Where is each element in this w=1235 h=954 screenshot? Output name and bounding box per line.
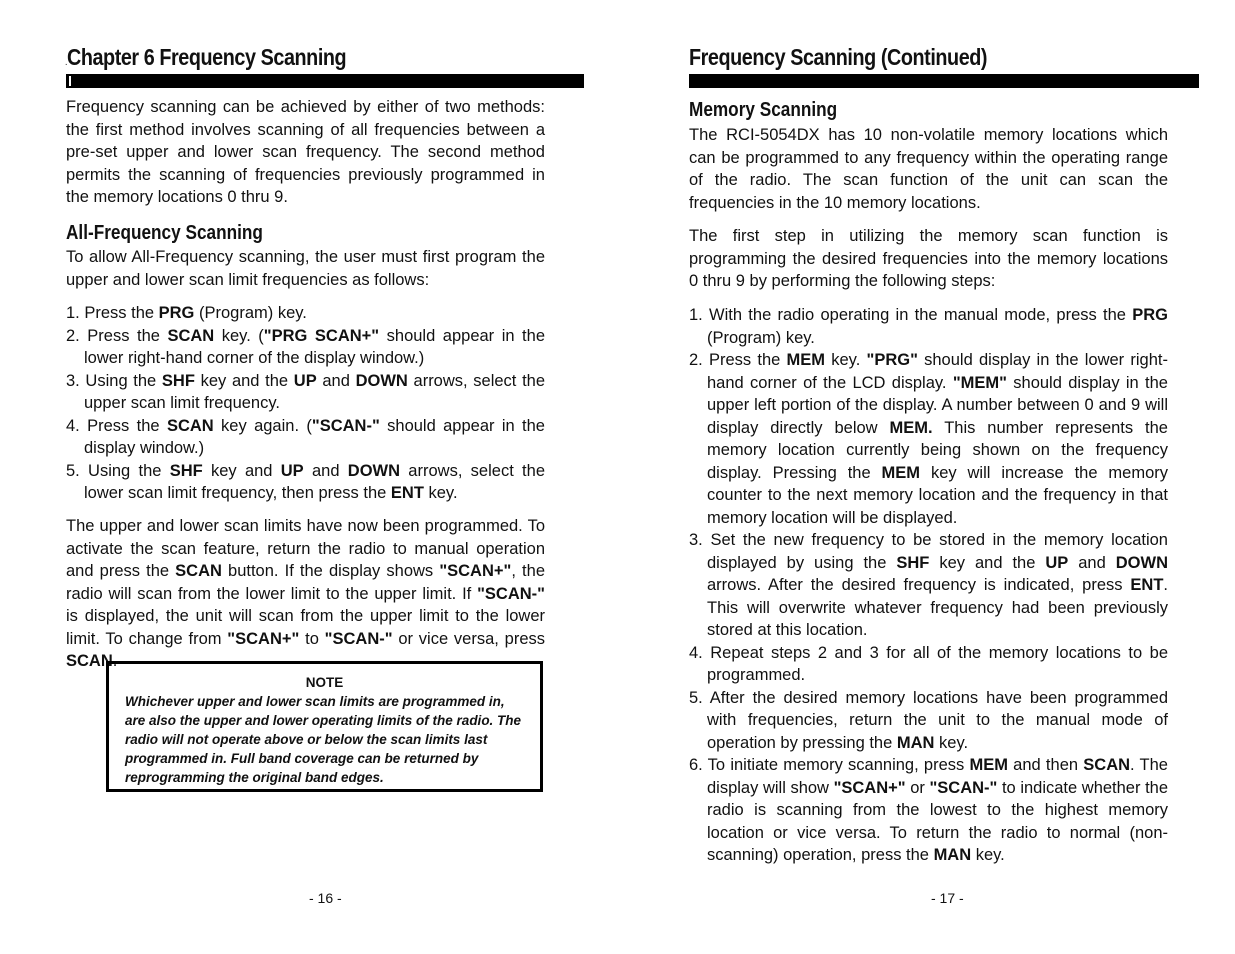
key-label: "MEM" bbox=[952, 373, 1007, 392]
chapter-title-prefix: . bbox=[65, 57, 67, 68]
key-label: SHF bbox=[896, 553, 930, 572]
key-label: SCAN bbox=[167, 326, 215, 345]
scan-limits-paragraph: The upper and lower scan limits have now been programmed. To activate the scan feature, return the radio to manual operation and press the SCAN button. If the display shows "SCAN+", the radio will scan from the lower limit to the upper limit. If "SCAN-" is displayed, the unit will scan from the upper limit to the lower limit. To change from "SCAN+" to "SCAN-" or vice versa, press SCAN. bbox=[66, 517, 545, 670]
key-label: "SCAN+" bbox=[227, 629, 300, 648]
key-label: PRG bbox=[158, 304, 195, 322]
step-item: 4. Repeat steps 2 and 3 for all of the memory locations to be programmed. bbox=[689, 643, 1168, 684]
step-item: 2. Press the SCAN key. ("PRG SCAN+" should appear in the lower right-hand corner of the display window.) bbox=[66, 326, 545, 367]
memory-scanning-heading: Memory Scanning bbox=[689, 99, 838, 121]
all-frequency-steps bbox=[66, 302, 545, 505]
chapter-title-text: Chapter 6 Frequency Scanning bbox=[66, 44, 347, 70]
key-label: SCAN bbox=[166, 416, 214, 435]
step-item: 1. Press the PRG (Program) key. bbox=[66, 304, 307, 322]
note-text: Whichever upper and lower scan limits are programmed in, are also the upper and lower operating limits of the radio. The radio will not operate above or below the scan limits last programmed in. Full band coverage can be returned by reprogramming the original band edges. bbox=[125, 694, 522, 785]
continued-title: Frequency Scanning (Continued) bbox=[689, 44, 988, 70]
key-label: "SCAN-" bbox=[477, 584, 545, 603]
key-label: MEM. bbox=[889, 418, 933, 437]
key-label: SCAN bbox=[66, 652, 113, 670]
key-label: SHF bbox=[161, 371, 195, 390]
first-step-paragraph: The first step in utilizing the memory scan function is programming the desired frequencies into the memory locations 0 thru 9 by performing the following steps: bbox=[689, 227, 1168, 290]
step-item: 5. After the desired memory locations have been programmed with frequencies, return the unit to the manual mode of operation by pressing the MAN key. bbox=[689, 688, 1168, 752]
memory-steps bbox=[689, 304, 1168, 867]
step-item: 6. To initiate memory scanning, press MEM and then SCAN. The display will show "SCAN+" or "SCAN-" to indicate whether the radio is scanning from the lowest to the highest memory location or vice versa. To return the radio to normal (non-scanning) operation, press the MAN key. bbox=[689, 756, 1169, 864]
key-label: UP bbox=[293, 371, 317, 390]
intro-paragraph: Frequency scanning can be achieved by either of two methods: the first method involves scanning of all frequencies between a pre-set upper and lower scan frequency. The second method permits the scanning of frequencies previously programmed in the memory locations 0 thru 9. bbox=[66, 98, 545, 206]
key-label: "PRG" bbox=[866, 351, 918, 369]
key-label: PRG bbox=[1132, 306, 1168, 324]
key-label: ENT bbox=[1130, 576, 1164, 594]
key-label: SCAN bbox=[1083, 756, 1131, 774]
step-item: 3. Set the new frequency to be stored in the memory location displayed by using the SHF key and the UP and DOWN arrows. After the desired frequency is indicated, press ENT. This will overwrite whatever frequency had been previously stored at this location. bbox=[689, 531, 1168, 639]
key-label: MAN bbox=[896, 733, 935, 752]
key-label: UP bbox=[280, 461, 304, 480]
all-frequency-heading: All-Frequency Scanning bbox=[66, 222, 263, 244]
key-label: "SCAN-" bbox=[324, 629, 393, 648]
key-label: SCAN bbox=[175, 562, 222, 580]
page-number-left: - 16 - bbox=[309, 890, 342, 906]
key-label: SHF bbox=[169, 461, 203, 480]
key-label: MEM bbox=[786, 351, 826, 369]
key-label: DOWN bbox=[347, 461, 401, 480]
right-page bbox=[617, 0, 1235, 954]
step-item: 1. With the radio operating in the manual mode, press the PRG (Program) key. bbox=[689, 306, 1168, 347]
step-item: 2. Press the MEM key. "PRG" should display in the lower right-hand corner of the LCD display. "MEM" should display in the upper left portion of the display. A number between 0 and 9 will display directly below MEM. This number represents the memory location currently being shown on the frequency display. Pressing the MEM key will increase the memory counter to the next memory location and the frequency in that memory location will be displayed. bbox=[689, 351, 1169, 527]
key-label: "PRG SCAN+" bbox=[263, 326, 380, 345]
key-label: DOWN bbox=[1115, 553, 1168, 572]
title-rule bbox=[66, 74, 584, 88]
key-label: MEM bbox=[969, 756, 1008, 774]
key-label: "SCAN+" bbox=[439, 562, 512, 580]
key-label: "SCAN-" bbox=[929, 778, 998, 797]
key-label: "SCAN-" bbox=[311, 416, 380, 435]
left-page bbox=[0, 0, 617, 954]
key-label: MAN bbox=[933, 846, 972, 864]
step-item: 4. Press the SCAN key again. ("SCAN-" should appear in the display window.) bbox=[66, 416, 545, 457]
key-label: "SCAN+" bbox=[833, 778, 906, 797]
step-item: 3. Using the SHF key and the UP and DOWN arrows, select the upper scan limit frequency. bbox=[66, 371, 546, 412]
key-label: UP bbox=[1045, 553, 1069, 572]
title-rule bbox=[689, 74, 1199, 88]
key-label: MEM bbox=[881, 463, 921, 482]
chapter-title bbox=[65, 44, 346, 71]
step-item: 5. Using the SHF key and UP and DOWN arrows, select the lower scan limit frequency, then press the ENT key. bbox=[66, 461, 545, 502]
key-label: ENT bbox=[390, 484, 424, 502]
title-rule-notch bbox=[69, 76, 71, 86]
key-label: DOWN bbox=[355, 371, 408, 390]
all-frequency-intro: To allow All-Frequency scanning, the user must first program the upper and lower scan limit frequencies as follows: bbox=[66, 248, 545, 289]
memory-intro-paragraph: The RCI-5054DX has 10 non-volatile memory locations which can be programmed to any frequency within the operating range of the radio. The scan function of the unit can scan the frequencies in the 10 memory locations. bbox=[689, 126, 1168, 212]
page-number-right: - 17 - bbox=[931, 890, 964, 906]
note-title: NOTE bbox=[305, 675, 344, 690]
note-box bbox=[106, 661, 543, 792]
